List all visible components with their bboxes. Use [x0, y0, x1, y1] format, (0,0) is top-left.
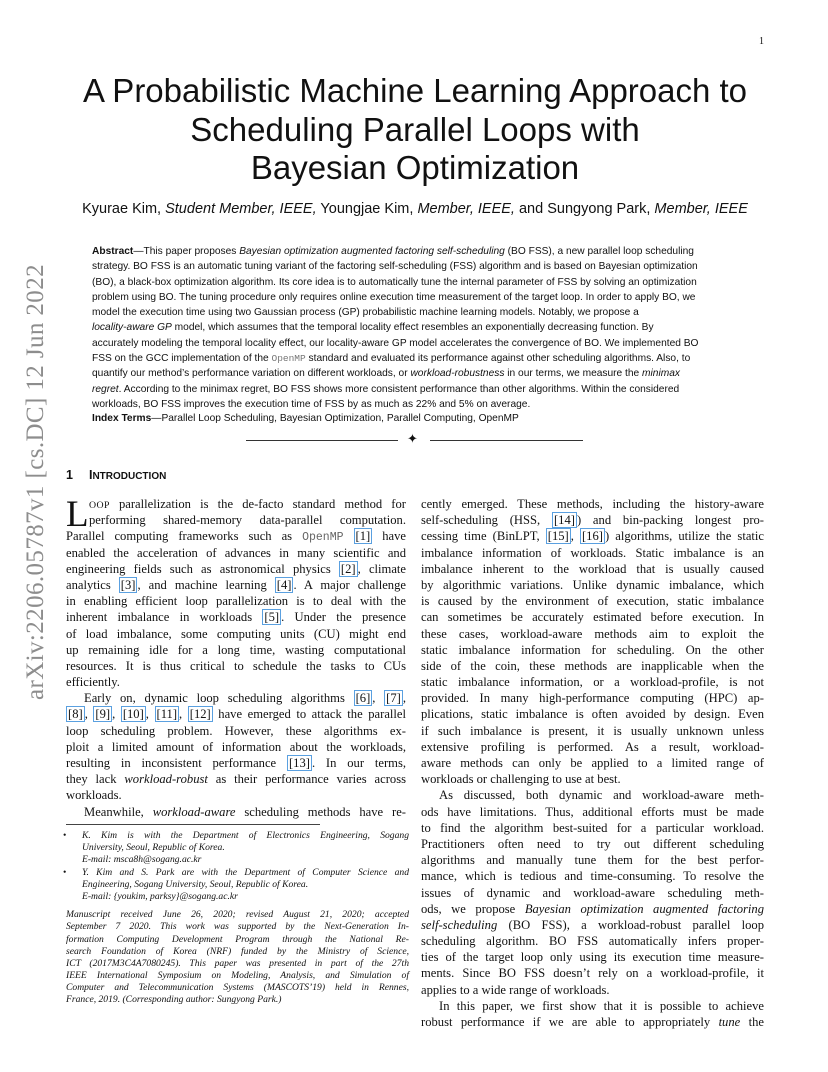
body-text: . In our terms,: [311, 756, 406, 770]
footnote-line: Y. Kim and S. Park are with the Department of Computer Science and: [82, 866, 409, 878]
body-line: these cases, workload-aware methods aim to exploit the: [421, 626, 764, 641]
body-line: In this paper, we first show that it is possible to achieve: [439, 998, 764, 1013]
body-text: self-scheduling (HSS,: [421, 513, 552, 528]
abstract-label: Abstract: [92, 246, 134, 257]
body-text: , and machine learning: [137, 577, 275, 592]
title-line: A Probabilistic Machine Learning Approach to: [82, 72, 748, 109]
body-line: As discussed, both dynamic and workload-aware meth-: [439, 788, 764, 803]
body-text: (BO FSS), a workload-robust parallel loop: [497, 917, 764, 932]
abstract-text: —This paper proposes: [133, 246, 240, 257]
body-text: ) and bin-packing longest pro-: [576, 513, 764, 528]
abstract-text: quantify our method’s performance variation on different workloads, or: [92, 368, 411, 380]
footnote-line: search Foundation of Korea (NRF) funded by the Ministry of Science,: [66, 945, 409, 957]
body-line: mance, which is tedious and time-consuming. To resolve the: [421, 869, 764, 884]
body-text: inherent imbalance in workloads: [66, 610, 263, 625]
citation-link[interactable]: [14]: [553, 513, 575, 528]
body-line: if such imbalance is present, it is usually unknown unless: [421, 723, 764, 738]
right-column: cently emerged. These methods, including the history-aware self-scheduling (HSS, [14] ) and bin-packing longest pro- cessing time (BinLPT, [15] , [16] ) algorithms, utilize the static imbalance information of workloads. Static imbalance is an imbalance inherent to the workload that is usually caused by algorithmic variations. Unlike dynamic imbalance, which is caused by the environment of execution, static imbalance can sometimes be accurately estimated before execution. In these cases, workload-aware methods aim to exploit the static imbalance information for scheduling. On the other side of the coin, these methods are inapplicable when the static imbalance information, or a workload-profile, is not provided. In many high-performance computing (HPC) ap- plications, static imbalance is often avoided by design. Even if such imbalance is present, it is usually unknown unless extensive profiling is performed. As a result, workload- aware methods can only be applied to a limited range of workloads or challenging to use at best. As discussed, both dynamic and workload-aware meth- ods have limitations. Thus, additional efforts must be made to find the algorithm best-suited for a particular workload. Practitioners often need to try out different scheduling algorithms and manually tune them for the best perfor- mance, which is tedious and time-consuming. To resolve the issues of dynamic and workload-aware scheduling meth- ods, we propose Bayesian optimization augmented factoring self-scheduling (BO FSS), a workload-robust parallel loop scheduling algorithm. BO FSS automatically infers proper- ties of the target loop only using its execution time measure- ments. Since BO FSS doesn’t rely on a workload-profile, it applies to a wide range of workloads. In this paper, we first show that it is possible to achieve robust performance if we are able to appropriately tune the: [421, 497, 764, 1029]
body-line: plications, static imbalance is often avoided by design. Even: [421, 707, 764, 722]
body-text: self-scheduling: [421, 917, 498, 932]
citation-link[interactable]: [9]: [95, 707, 111, 722]
abstract-text: model, which assumes that the temporal locality effect resembles an exponentially decreasing function. By: [171, 322, 654, 334]
body-text: OOP: [89, 500, 110, 511]
body-text: engineering fields such as astronomical physics: [66, 561, 339, 576]
body-line: applies to a wide range of workloads.: [421, 982, 610, 997]
body-line: up remaining idle for a long time, wasting computational: [66, 642, 406, 657]
separator-rule-left: [246, 440, 398, 441]
body-line: is caused by the environment of execution, static imbalance: [421, 594, 764, 609]
abstract-text: (BO FSS), a new parallel loop scheduling: [504, 246, 694, 257]
body-line: workloads.: [66, 788, 122, 803]
index-terms: [92, 413, 736, 424]
body-text: Early on, dynamic loop scheduling algorithms: [84, 691, 354, 706]
abstract-text: minimax: [642, 368, 680, 380]
bullet-icon: •: [63, 866, 67, 878]
body-text: Parallel computing frameworks such as: [66, 529, 303, 544]
abstract-text: FSS on the GCC implementation of the: [92, 353, 272, 365]
citation-link[interactable]: [8]: [68, 707, 83, 722]
body-text: ) algorithms, utilize the static: [604, 529, 764, 544]
author-role: Member, IEEE: [654, 201, 748, 217]
citation-link[interactable]: [3]: [120, 577, 136, 592]
body-text: as their performance varies across: [207, 772, 406, 787]
footnote-line: France, 2019. (Corresponding author: Sungyong Park.): [66, 994, 282, 1006]
body-text: have: [372, 529, 406, 544]
body-text: parallelization is the de-facto standard method for: [109, 497, 406, 511]
body-line: imbalance inherent to the workload that is usually caused: [421, 561, 764, 576]
body-line: resources. It is thus critical to schedule the tasks to CUs: [66, 658, 406, 673]
body-line: can sometimes be accurately estimated before execution. In: [421, 610, 764, 625]
body-line: in enabling efficient loop parallelization is to deal with the: [66, 594, 406, 609]
citation-link[interactable]: [15]: [547, 529, 569, 544]
body-line: static imbalance information, or a workload-profile, is not: [421, 675, 764, 690]
footnote-line: Computer and Telecommunication Systems (MASCOTS’19) held in Rennes,: [66, 982, 409, 994]
title-line: Bayesian Optimization: [250, 149, 580, 187]
body-line: static imbalance information for scheduling. On the other: [421, 642, 764, 657]
footnote-line: Engineering, Sogang University, Seoul, Republic of Korea.: [82, 878, 309, 890]
citation-link[interactable]: [1]: [355, 529, 371, 544]
section-heading: [66, 468, 166, 482]
body-line: Practitioners often need to try out different scheduling: [421, 836, 764, 851]
separator-rule-right: [430, 440, 583, 441]
code-text: OpenMP: [302, 531, 344, 545]
abstract-text: standard and evaluated its performance against other scheduling algorithms. Also, to: [305, 353, 691, 365]
author-list: [60, 201, 770, 217]
footnote-line: E-mail: msca8h@sogang.ac.kr: [82, 854, 202, 866]
body-line: enabled the acceleration of advances in many scientific and: [66, 545, 406, 560]
body-line: algorithms and manually tune them for the best perfor-: [421, 853, 764, 868]
body-text: . Under the presence: [281, 610, 406, 625]
footnote-line: IEEE International Symposium on Modeling, Analysis, and Simulation of: [66, 970, 409, 982]
abstract-line: accurately modeling the temporal locality effect, our locality-aware GP model accelerates the convergence of BO. We implemented BO: [92, 337, 699, 349]
citation-link[interactable]: [6]: [355, 691, 371, 706]
footnote-line: September 7 2020. This work was supported by the Next-Generation In-: [66, 921, 409, 933]
body-text: workload-robust: [124, 772, 208, 787]
body-line: ploit a limited amount of information about the workloads,: [66, 739, 406, 754]
paper-title: [60, 72, 770, 188]
body-line: performing shared-memory data-parallel computation.: [89, 513, 406, 528]
body-text: have emerged to attack the parallel: [212, 707, 407, 722]
body-text: cessing time (BinLPT,: [421, 529, 546, 544]
body-line: loop scheduling problem. However, these algorithms ex-: [66, 723, 406, 738]
body-text: analytics: [66, 577, 119, 592]
body-text: , climate: [357, 561, 407, 576]
section-title-rest: NTRODUCTION: [92, 471, 167, 482]
body-line: extensive profiling is performed. As a result, workload-: [421, 739, 764, 754]
body-line: aware methods can only be applied to a limited range of: [421, 756, 764, 770]
footnote-line: ICT (2017M3C4A7080245). This paper was presented in part of the 27th: [66, 957, 409, 969]
abstract-text: in our terms, we measure the: [504, 368, 643, 380]
body-line: to find the algorithm best-suited for a particular workload.: [421, 820, 764, 835]
body-text: Meanwhile,: [84, 804, 153, 819]
footnote-rule: [66, 824, 320, 825]
title-line: Scheduling Parallel Loops with: [190, 110, 640, 148]
index-terms-text: —Parallel Loop Scheduling, Bayesian Optimization, Parallel Computing, OpenMP: [151, 413, 519, 424]
arxiv-identifier-stamp: arXiv:2206.05787v1 [cs.DC] 12 Jun 2022: [22, 263, 49, 700]
footnote-line: K. Kim is with the Department of Electronics Engineering, Sogang: [82, 830, 409, 841]
body-line: imbalance information of workloads. Static imbalance is an: [421, 545, 764, 560]
abstract-text: regret: [92, 383, 119, 395]
citation-link[interactable]: [2]: [340, 561, 356, 576]
body-line: workloads or challenging to use at best.: [421, 772, 621, 787]
footnote-affiliation: [63, 830, 409, 867]
abstract-text: locality-aware GP: [92, 322, 172, 334]
abstract-text: workload-robustness: [410, 368, 505, 380]
body-line: efficiently.: [66, 675, 120, 690]
abstract-line: workloads, BO FSS improves the execution time of FSS by as much as 22% and 5% on average.: [92, 398, 531, 410]
footnote-line: Manuscript received June 26, 2020; revised August 21, 2020; accepted: [66, 909, 409, 921]
abstract-line: (BO), a black-box optimization algorithm. Its core idea is to automatically tune the internal parameter of FSS by solving an optimization: [92, 276, 697, 288]
citation-link[interactable]: [4]: [276, 577, 292, 592]
citation-link[interactable]: [11]: [156, 707, 178, 722]
abstract-line: problem using BO. The tuning procedure only requires online execution time measurement of the target loop. In order to apply BO, we: [92, 291, 696, 303]
abstract-text: Bayesian optimization augmented factoring self-scheduling: [239, 246, 505, 257]
citation-link[interactable]: [16]: [581, 529, 603, 544]
body-text: tune: [718, 1015, 741, 1029]
citation-link[interactable]: [13]: [288, 756, 310, 770]
citation-link[interactable]: [12]: [189, 707, 211, 722]
body-text: ods, we propose: [421, 901, 525, 916]
abstract-line: strategy. BO FSS is an automatic tuning variant of the factoring self-scheduling (FSS) algorithm and is based on Bayesian optimization: [92, 261, 698, 273]
body-line: provided. In many high-performance computing (HPC) ap-: [421, 691, 764, 706]
footnote-affiliation: [63, 866, 409, 904]
body-line: side of the coin, these methods are inapplicable when the: [421, 658, 764, 673]
body-line: by algorithmic variations. Unlike dynamic imbalance, which: [421, 577, 764, 592]
body-text: resulting in inconsistent performance: [66, 756, 287, 770]
footnote-line: University, Seoul, Republic of Korea.: [82, 842, 225, 854]
author-role: Member, IEEE,: [417, 201, 515, 217]
manuscript-note: [66, 909, 409, 1007]
page-number: 1: [759, 36, 764, 47]
body-line: ods have limitations. Thus, additional efforts must be made: [421, 804, 764, 819]
abstract: [92, 244, 736, 412]
body-line: cently emerged. These methods, including the history-aware: [421, 497, 764, 511]
body-text: the: [740, 1015, 764, 1029]
body-line: issues of dynamic and workload-aware scheduling meth-: [421, 885, 764, 900]
abstract-line: model the execution time using two Gaussian process (GP) probabilistic machine learning models. Notably, we propose a: [92, 307, 639, 319]
footnote-line: formation Computing Development Program through the National Re-: [66, 933, 409, 945]
left-column: OOP parallelization is the de-facto standard method for performing shared-memory data-parallel computation. Parallel computing frameworks such as OpenMP [1] have enabled the acceleration of advances in many scientific and engineering fields such as astronomical physics [2] , climate analytics [3] , and machine learning [4] . A major challenge in enabling efficient loop parallelization is to deal with the inherent imbalance in workloads [5] . Under the presence of load imbalance, some computing units (CU) might end up remaining idle for a long time, wasting computational resources. It is thus critical to schedule the tasks to CUs efficiently. Early on, dynamic loop scheduling algorithms [6] , [7] , [8] , [9] , [10] , [11] , [12] have emerged to attack the parallel loop scheduling problem. However, these algorithms ex- ploit a limited amount of information about the workloads, resulting in inconsistent performance [13] . In our terms, they lack workload-robust as their performance varies across workloads. Meanwhile, workload-aware scheduling methods have re-: [66, 497, 407, 819]
author-name: Youngjae Kim,: [320, 201, 414, 217]
body-line: ties of the target loop only using its execution time measure-: [421, 950, 764, 965]
body-line: scheduling algorithm. BO FSS automatically infers proper-: [421, 934, 764, 949]
citation-link[interactable]: [5]: [264, 610, 280, 625]
body-line: ments. Since BO FSS doesn’t rely on a workload-profile, it: [421, 966, 764, 981]
abstract-text: . According to the minimax regret, BO FSS shows more consistent performance than other algorithms. Within the considered: [118, 383, 680, 395]
footnotes: [63, 830, 409, 1007]
author-name: Kyurae Kim,: [82, 201, 162, 217]
section-number: 1: [66, 468, 73, 482]
author-name: and Sungyong Park,: [518, 201, 651, 217]
body-text: they lack: [66, 772, 125, 787]
separator-diamond-icon: ✦: [407, 432, 418, 447]
body-text: Bayesian optimization augmented factoring: [524, 901, 764, 916]
footnote-line: E-mail: {youkim, parksy}@sogang.ac.kr: [82, 890, 238, 902]
bullet-icon: •: [63, 830, 67, 841]
body-text: scheduling methods have re-: [235, 804, 406, 819]
abstract-code: OpenMP: [271, 353, 306, 365]
body-line: of load imbalance, some computing units (CU) might end: [66, 626, 406, 641]
index-terms-label: Index Terms: [92, 413, 152, 424]
body-text: . A major challenge: [293, 577, 406, 592]
citation-link[interactable]: [7]: [386, 691, 401, 706]
citation-link[interactable]: [10]: [122, 707, 144, 722]
body-text: robust performance if we are able to appropriately: [421, 1015, 719, 1029]
author-role: Student Member, IEEE,: [165, 201, 317, 217]
section-title-initial: I: [88, 468, 93, 482]
body-text: workload-aware: [152, 804, 236, 819]
drop-cap: L: [66, 494, 89, 535]
